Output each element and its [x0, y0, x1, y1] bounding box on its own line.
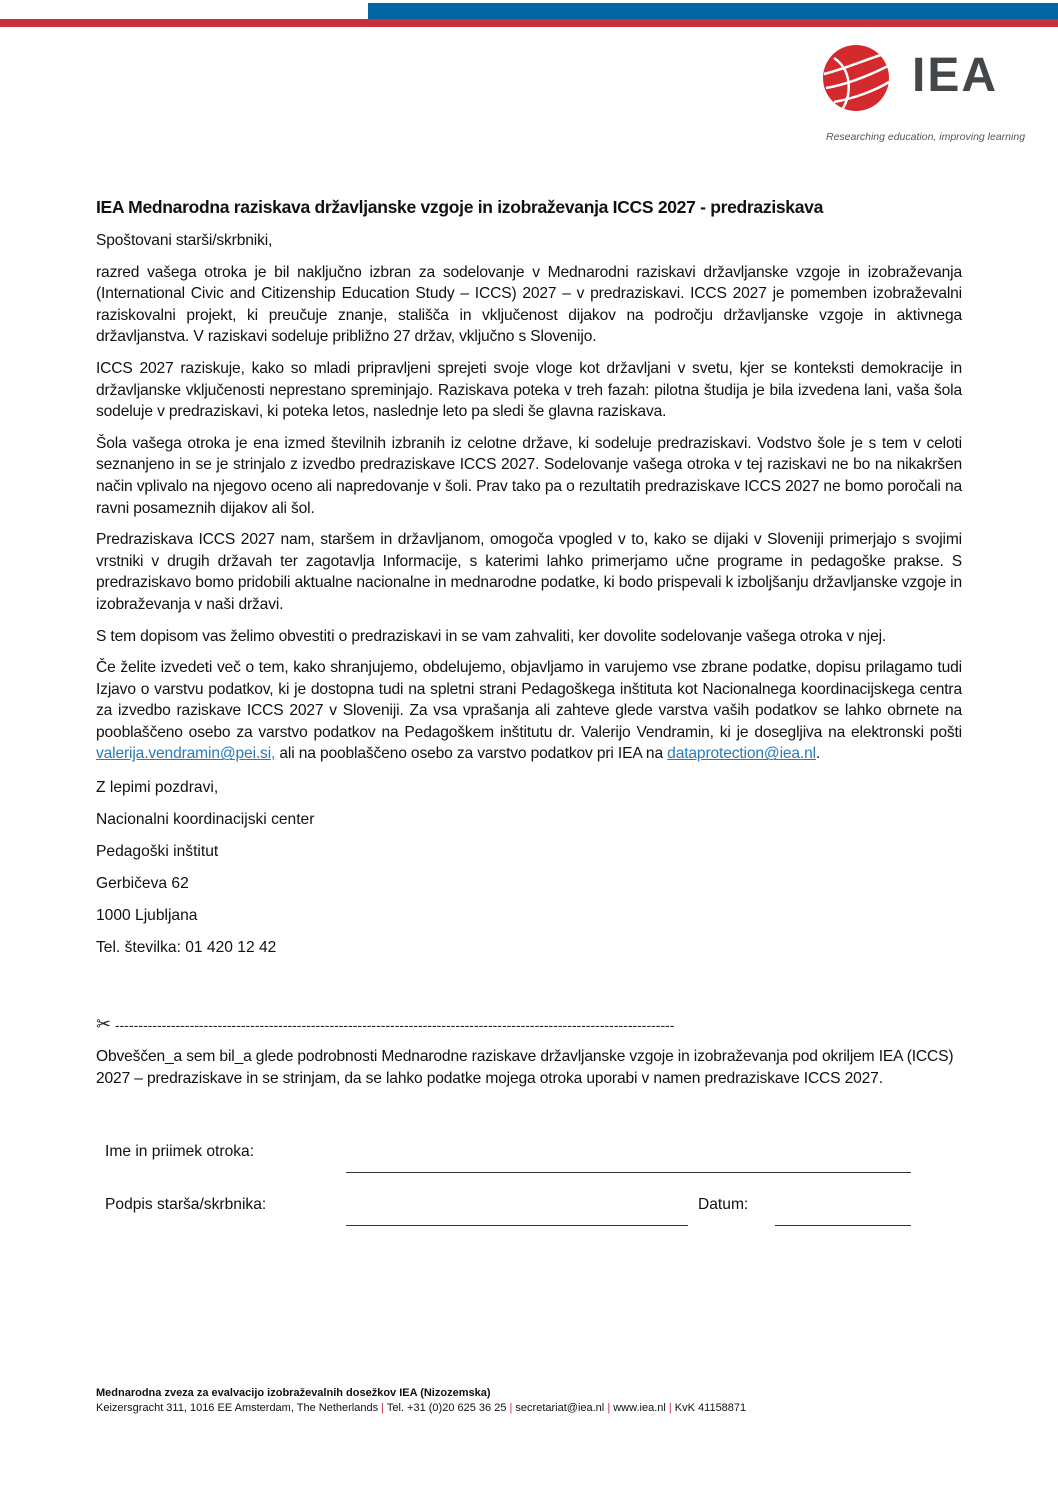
sender-street: Gerbičeva 62 — [96, 875, 189, 893]
header-red-bar — [0, 19, 1058, 27]
paragraph-intro: razred vašega otroka je bil naključno izbran za sodelovanje v Mednarodni raziskavi državljanske vzgoje in izobraževanja (International Civic and Citizenship Education Study – ICCS) 2027 – v predraziskavi. ICCS 2027 je pomemben izobraževalni raziskovalni projekt, ki preučuje znanje, stališča in vključenost dijakov na področju državljanske vzgoje in aktivnega državljanstva. V raziskavi sodeluje približno 27 držav, vključno s Slovenijo. — [96, 263, 962, 346]
footer-tel: Tel. +31 (0)20 625 36 25 — [386, 1402, 507, 1414]
footer-kvk: KvK 41158871 — [674, 1402, 747, 1414]
greeting: Spoštovani starši/skrbniki, — [96, 232, 273, 249]
footer — [96, 1387, 746, 1414]
paragraph-benefits: Predraziskava ICCS 2027 nam, staršem in državljanom, omogoča vpogled v to, kako se dijaki v Sloveniji primerjajo s svojimi vrstniki v drugih državah ter zagotavlja Informacije, s katerimi lahko primerjamo učne programe in pedagoške prakse. S predraziskavo bomo pridobili aktualne nacionalne in mednarodne podatke, ki bodo prispevali k izboljšanju državljanske vzgoje in izobraževanja v naši državi. — [96, 531, 962, 613]
footer-web[interactable]: www.iea.nl — [613, 1402, 666, 1414]
email-link-dataprotection[interactable]: dataprotection@iea.nl — [667, 745, 816, 763]
sender-city: 1000 Ljubljana — [96, 907, 198, 925]
privacy-text-end: . — [815, 745, 821, 763]
document-title: IEA Mednarodna raziskava državljanske vzgoje in izobraževanja ICCS 2027 - predraziskava — [96, 197, 824, 217]
paragraph-research: ICCS 2027 raziskuje, kako so mladi pripravljeni sprejeti svoje vloge kot državljani v svetu, kjer se konteksti demokracije in državljanske vključenosti neprestano spreminjajo. Raziskava poteka v treh fazah: pilotna študija je bila izvedena lani, vaša šola sodeluje v predraziskavi, ki poteka letos, naslednje leto pa sledi še glavna raziskava. — [96, 359, 962, 421]
sender-phone: Tel. številka: 01 420 12 42 — [96, 939, 277, 957]
iea-logo — [822, 44, 1022, 104]
paragraph-privacy — [96, 657, 962, 765]
child-name-field[interactable] — [346, 1172, 911, 1173]
consent-text: Obveščen_a sem bil_a glede podrobnosti Mednarodne raziskave državljanske vzgoje in izobraževanja pod okriljem IEA (ICCS) 2027 – predraziskave in se strinjam, da se lahko podatke mojega otroka uporabi v namen predraziskave ICCS 2027. — [96, 1048, 954, 1087]
cut-dashes: ------------------------------------------------------------------------------------------------------------------------ — [114, 1017, 675, 1033]
signature-field[interactable] — [346, 1225, 688, 1226]
consent-section — [96, 1046, 962, 1099]
footer-address: Keizersgracht 311, 1016 EE Amsterdam, The Netherlands — [96, 1402, 379, 1414]
logo-text: IEA — [912, 49, 999, 102]
privacy-text: Če želite izvedeti več o tem, kako shranjujemo, obdelujemo, objavljamo in varujemo vse zbrane podatke, dopisu prilagamo tudi Izjavo o varstvu podatkov, ki je dostopna tudi na spletni strani Pedagoškega inštituta kot Nacionalnega koordinacijskega centra za izvedbo raziskave ICCS 2027 v Sloveniji. Za vsa vprašanja ali zahteve glede varstva vaših podatkov se lahko obrnete na pooblaščeno osebo za varstvo podatkov na Pedagoškem inštitutu dr. Valerijo Vendramin, ki je dosegljiva na elektronski pošti — [96, 659, 962, 741]
scissors-icon: ✂ — [96, 1014, 112, 1034]
cut-line — [96, 1014, 674, 1035]
email-link-vendramin[interactable]: valerija.vendramin@pei.si, — [96, 745, 276, 763]
paragraph-school: Šola vašega otroka je ena izmed številnih izbranih iz celotne države, ki sodeluje predraziskavi. Vodstvo šole je s tem v celoti seznanjeno in se je strinjalo z izvedbo predraziskave ICCS 2027. Sodelovanje vašega otroka v tej raziskavi ne bo na nikakršen način vplivalo na njegovo oceno ali napredovanje v šoli. Prav tako pa o rezultatih predraziskave ICCS 2027 ne bomo poročali na ravni posameznih dijakov ali šol. — [96, 434, 962, 517]
footer-contact: Keizersgracht 311, 1016 EE Amsterdam, The Netherlands | Tel. +31 (0)20 625 36 25 | secretariat@iea.nl | www.iea.nl | KvK 41158871 — [96, 1402, 747, 1414]
letter-body — [96, 197, 962, 969]
privacy-text-middle: ali na pooblaščeno osebo za varstvo podatkov pri IEA na — [275, 745, 668, 763]
header-blue-bar — [368, 3, 1058, 20]
globe-icon — [822, 44, 890, 112]
closing: Z lepimi pozdravi, — [96, 779, 219, 797]
footer-org: Mednarodna zveza za evalvacijo izobraževalnih dosežkov IEA (Nizozemska) — [96, 1387, 491, 1399]
child-name-label: Ime in priimek otroka: — [105, 1143, 255, 1160]
date-field[interactable] — [775, 1225, 911, 1226]
paragraph-thanks: S tem dopisom vas želimo obvestiti o predraziskavi in se vam zahvaliti, ker dovolite sodelovanje vašega otroka v njej. — [96, 627, 887, 645]
signature-label: Podpis starša/skrbnika: — [105, 1196, 267, 1213]
footer-email[interactable]: secretariat@iea.nl — [515, 1402, 605, 1414]
sender-org: Nacionalni koordinacijski center — [96, 811, 315, 829]
date-label: Datum: — [698, 1196, 749, 1213]
sender-institute: Pedagoški inštitut — [96, 843, 219, 861]
tagline: Researching education, improving learning — [826, 131, 1026, 143]
